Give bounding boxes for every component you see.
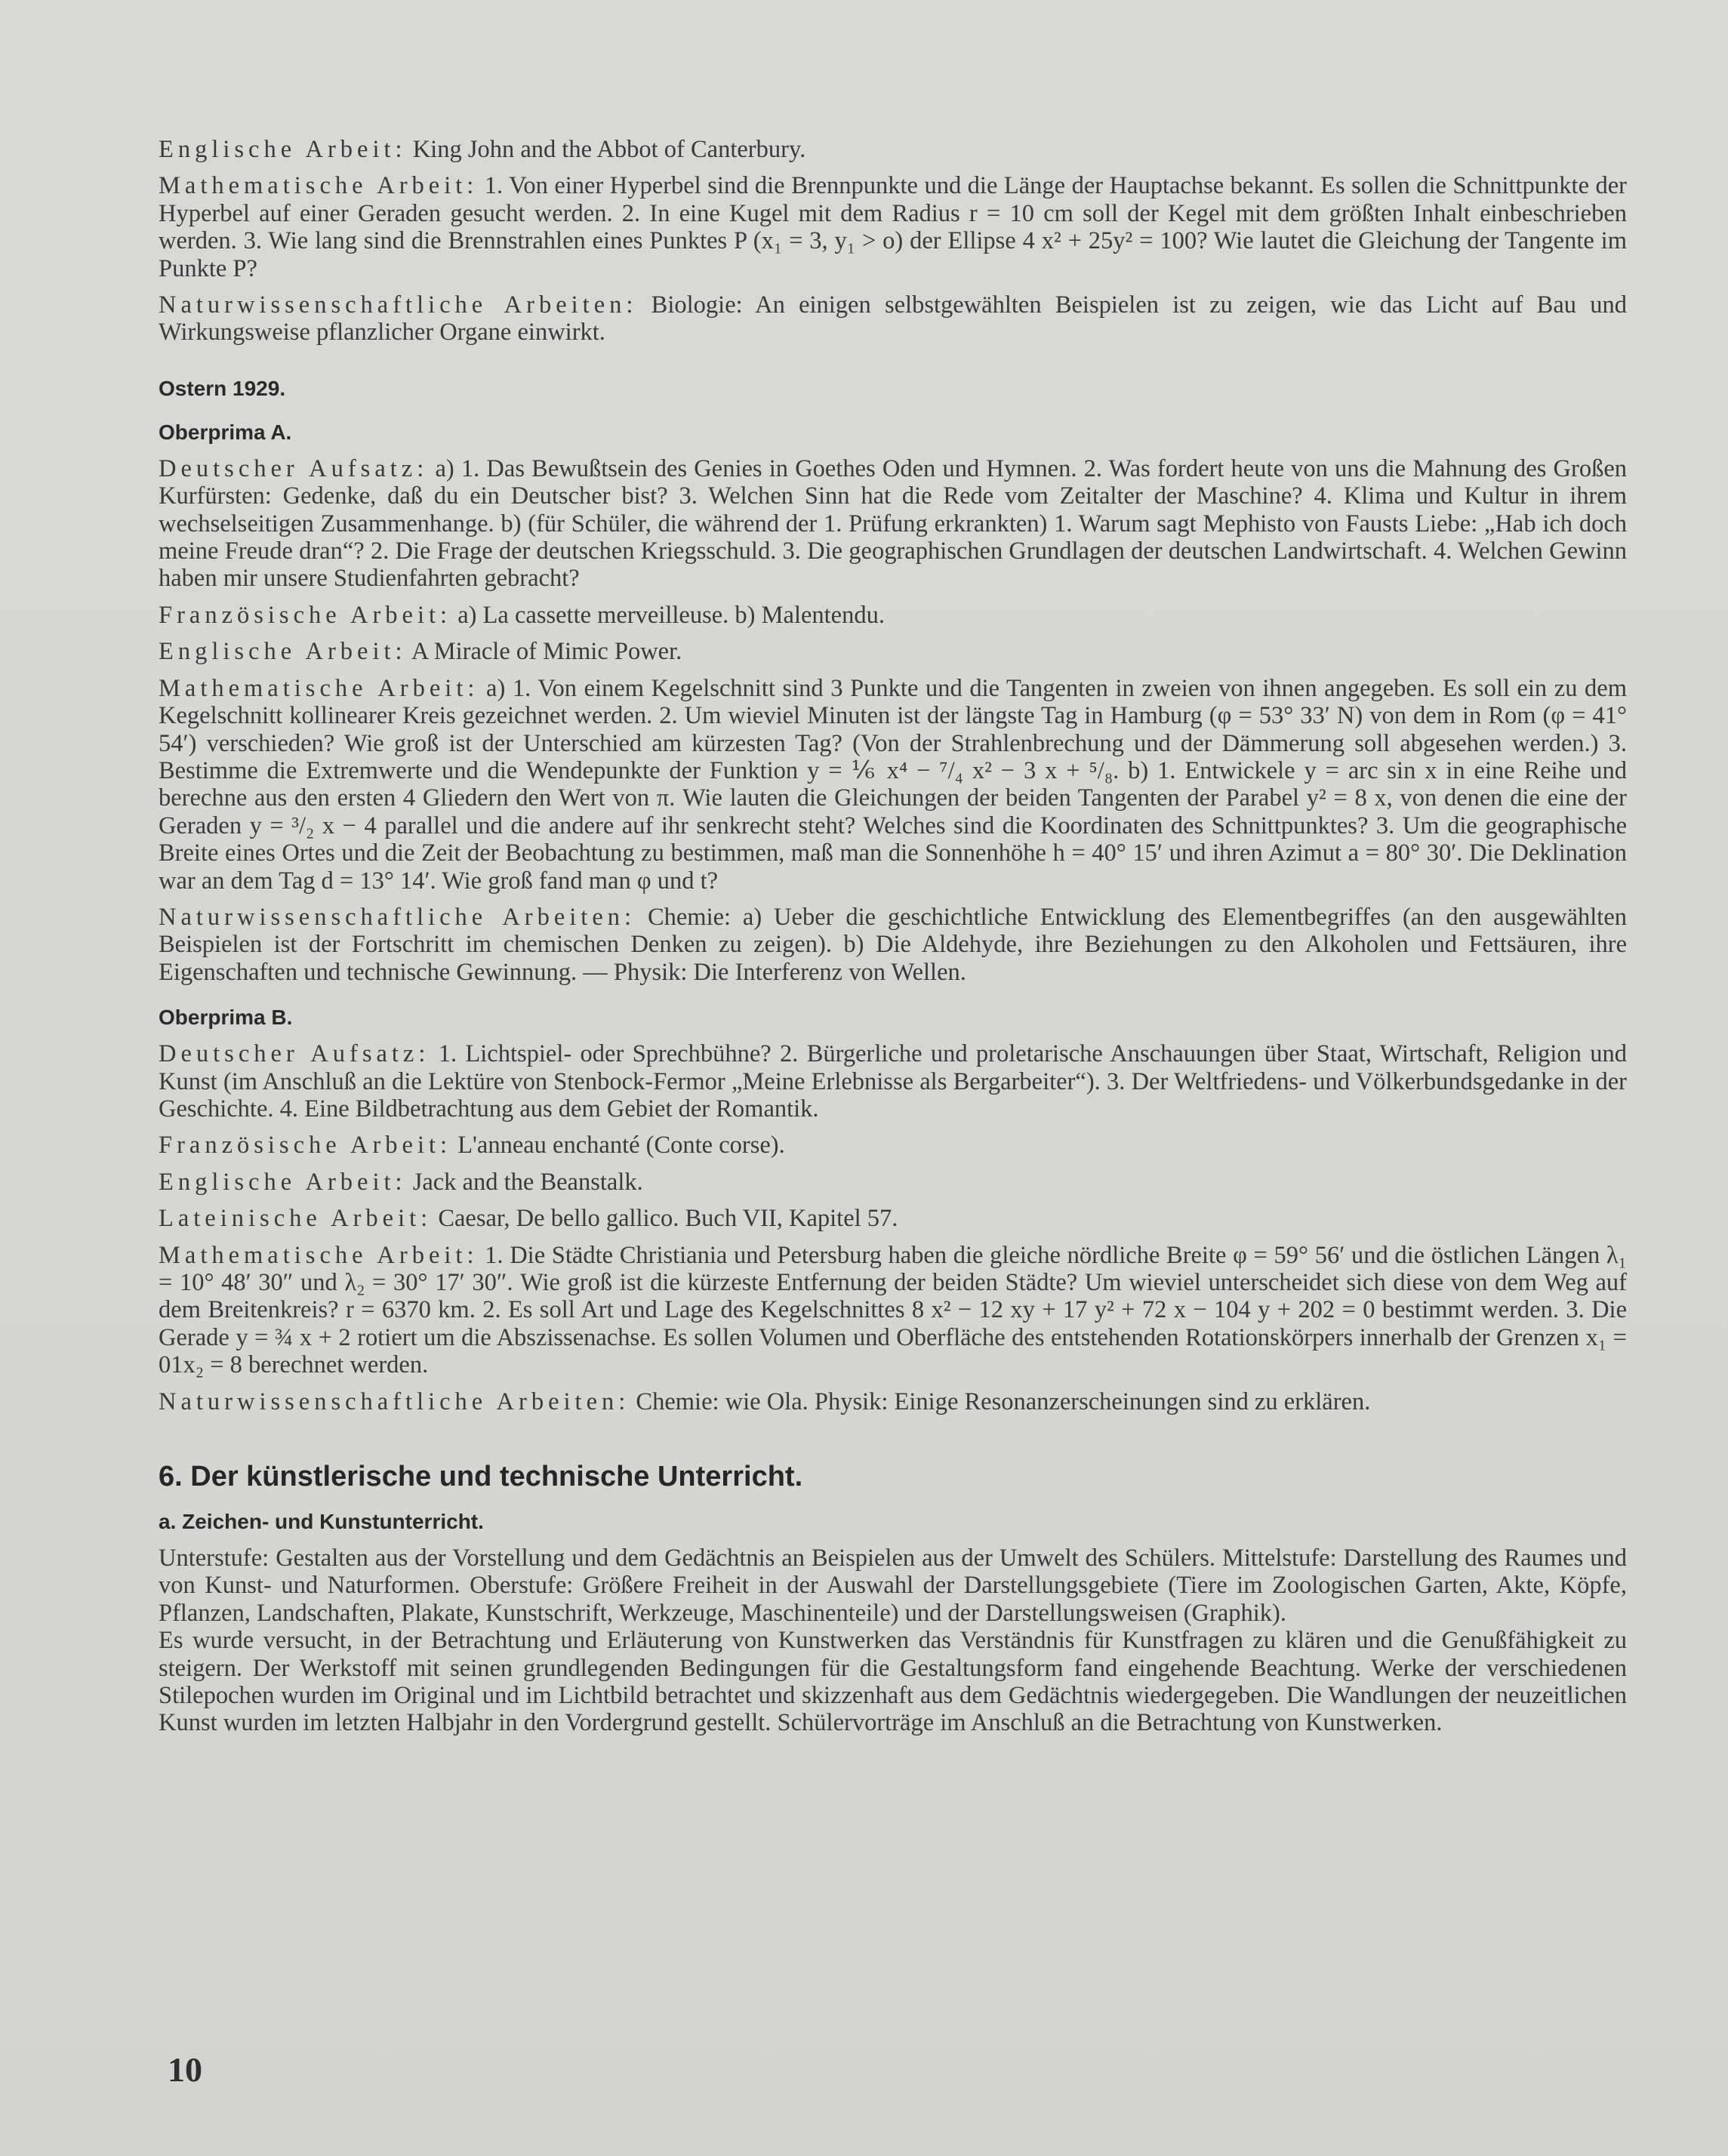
paragraph-b-mathe: [159, 1242, 1627, 1379]
paragraph-b-englisch: [159, 1169, 1627, 1196]
label-englisch: Englische Arbeit:: [159, 638, 407, 666]
text-natur: Chemie: wie Ola. Physik: Einige Resonanzerscheinungen sind zu erklären.: [636, 1388, 1371, 1415]
paragraph-kunst-2: Es wurde versucht, in der Betrachtung und Erläuterung von Kunstwerken das Verständnis für Kunstfragen zu klären und die Genußfähigkeit zu steigern. Der Werkstoff mit seinen grundlegenden Bedingungen für die Gestaltungsform fand eingehende Beachtung. Werke der verschiedenen Stilepochen wurden im Original und im Lichtbild betrachtet und skizzenhaft aus dem Gedächtnis wiedergegeben. Die Wandlungen der neuzeitlichen Kunst wurden im letzten Halbjahr in den Vordergrund gestellt. Schülervorträge im Anschluß an die Betrachtung von Kunstwerken.: [159, 1627, 1627, 1737]
page-content: [159, 136, 1627, 1746]
text-englisch: Jack and the Beanstalk.: [412, 1168, 643, 1196]
text-franz: a) La cassette merveilleuse. b) Malentendu.: [457, 601, 885, 629]
text-franz: L'anneau enchanté (Conte corse).: [457, 1132, 785, 1160]
text-deutsch: a) 1. Das Bewußtsein des Genies in Goethes Oden und Hymnen. 2. Was fordert heute von uns die Mahnung des Großen Kurfürsten: Gedenke, daß du ein Deutscher bist? 3. Welchen Sinn hat die Rede vom Zeitalter der Maschine? 4. Klima und Kultur in ihrem wechselseitigen Zusammenhange. b) (für Schüler, die während der 1. Prüfung erkrankten) 1. Warum sagt Mephisto von Fausts Liebe: „Hab ich doch meine Freude dran“? 2. Die Frage der deutschen Kriegsschuld. 3. Die geographischen Grundlagen der deutschen Landwirtschaft. 4. Welchen Gewinn haben mir unsere Studienfahrten gebracht?: [159, 454, 1627, 593]
paragraph-b-latein: [159, 1205, 1627, 1232]
paragraph-a-englisch: [159, 638, 1627, 665]
label-englisch: Englische Arbeit:: [159, 1168, 407, 1196]
text-mathe: 1. Von einer Hyperbel sind die Brennpunkte und die Länge der Hauptachse bekannt. Es sollen die Schnittpunkte der Hyperbel auf einer Geraden gesucht werden. 2. In eine Kugel mit dem Radius r = 10 cm soll der Kegel mit dem größten Inhalt einbeschrieben werden. 3. Wie lang sind die Brennstrahlen eines Punktes P (x₁ = 3, y₁ > o) der Ellipse 4 x² + 25y² = 100? Wie lautet die Gleichung der Tangente im Punkte P?: [159, 172, 1627, 282]
text-latein: Caesar, De bello gallico. Buch VII, Kapitel 57.: [438, 1205, 898, 1233]
paragraph-mathe-intro: [159, 172, 1627, 282]
label-mathe: Mathematische Arbeit:: [159, 674, 479, 702]
label-natur: Naturwissenschaftliche Arbeiten:: [159, 1388, 630, 1415]
heading-oberprima-b: Oberprima B.: [159, 1006, 293, 1030]
text-deutsch: 1. Lichtspiel- oder Sprechbühne? 2. Bürgerliche und proletarische Anschauungen über Staat, Wirtschaft, Religion und Kunst (im Anschluß an die Lektüre von Stenbock-Fermor „Meine Erlebnisse als Bergarbeiter“). 3. Der Weltfriedens- und Völkerbundsgedanke in der Geschichte. 4. Eine Bildbetrachtung aus dem Gebiet der Romantik.: [159, 1040, 1627, 1123]
label-deutsch: Deutscher Aufsatz:: [159, 454, 429, 482]
label-englisch: Englische Arbeit:: [159, 136, 407, 163]
label-deutsch: Deutscher Aufsatz:: [159, 1040, 430, 1068]
label-latein: Lateinische Arbeit:: [159, 1205, 433, 1233]
paragraph-a-mathe: [159, 675, 1627, 895]
text-mathe: a) 1. Von einem Kegelschnitt sind 3 Punkte und die Tangenten in zweien von ihnen angegeben. Es soll ein zu dem Kegelschnitt kollinearer Kreis gezeichnet werden. 2. Um wieviel Minuten ist der längste Tag in Hamburg (φ = 53° 33′ N) von dem in Rom (φ = 41° 54′) verschieden? Wie groß ist der Unterschied am kürzesten Tag? (Von der Strahlenbrechung und der Dämmerung soll abgesehen werden.) 3. Bestimme die Extremwerte und die Wendepunkte der Funktion y = ⅙ x⁴ − ⁷/₄ x² − 3 x + ⁵/₈. b) 1. Entwickele y = arc sin x in eine Reihe und berechne aus den ersten 4 Gliedern den Wert von π. Wie lauten die Gleichungen der beiden Tangenten der Parabel y² = 8 x, von denen die eine der Geraden y = ³/₂ x − 4 parallel und die andere auf ihr senkrecht steht? Welches sind die Koordinaten des Schnittpunktes? 3. Um die geographische Breite eines Ortes und die Zeit der Beobachtung zu bestimmen, maß man die Sonnenhöhe h = 40° 15′ und ihren Azimut a = 80° 30′. Die Deklination war an dem Tag d = 13° 14′. Wie groß fand man φ und t?: [159, 674, 1628, 895]
label-mathe: Mathematische Arbeit:: [159, 1241, 479, 1269]
text-englisch: King John and the Abbot of Canterbury.: [412, 136, 806, 163]
label-natur: Naturwissenschaftliche Arbeiten:: [159, 291, 638, 319]
label-natur: Naturwissenschaftliche Arbeiten:: [159, 903, 636, 931]
heading-ostern: Ostern 1929.: [159, 376, 286, 400]
heading-section-6: 6. Der künstlerische und technische Unterricht.: [159, 1461, 803, 1493]
text-natur: Biologie: An einigen selbstgewählten Beispielen ist zu zeigen, wie das Licht auf Bau und Wirkungsweise pflanzlicher Organe einwirkt.: [159, 291, 1627, 346]
heading-oberprima-a: Oberprima A.: [159, 420, 292, 444]
text-englisch: A Miracle of Mimic Power.: [411, 638, 682, 666]
paragraph-englisch-intro: [159, 136, 1627, 163]
text-mathe: 1. Die Städte Christiania und Petersburg haben die gleiche nördliche Breite φ = 59° 56′ und die östlichen Längen λ₁ = 10° 48′ 30″ und λ₂ = 30° 17′ 30″. Wie groß ist die kürzeste Entfernung der beiden Städte? Um wieviel unterscheidet sich diese von dem Weg auf dem Breitenkreis? r = 6370 km. 2. Es soll Art und Lage des Kegelschnittes 8 x² − 12 xy + 17 y² + 72 x − 104 y + 202 = 0 bestimmt werden. 3. Die Gerade y = ¾ x + 2 rotiert um die Abszissenachse. Es sollen Volumen und Oberfläche des entstehenden Rotationskörpers innerhalb der Grenzen x₁ = 01x₂ = 8 berechnet werden.: [159, 1241, 1627, 1379]
paragraph-b-natur: [159, 1388, 1627, 1415]
text-natur: Chemie: a) Ueber die geschichtliche Entwicklung des Elementbegriffes (an den ausgewählten Beispielen ist der Fortschritt im chemischen Denken zu zeigen). b) Die Aldehyde, ihre Beziehungen zu den Alkoholen und Fettsäuren, ihre Eigenschaften und technische Gewinnung. — Physik: Die Interferenz von Wellen.: [159, 903, 1628, 986]
label-franz: Französische Arbeit:: [159, 1132, 452, 1160]
page-number: 10: [168, 2050, 202, 2089]
paragraph-a-deutsch: [159, 455, 1627, 593]
heading-zeichenunterricht: a. Zeichen- und Kunstunterricht.: [159, 1510, 484, 1534]
label-mathe: Mathematische Arbeit:: [159, 172, 479, 200]
paragraph-kunst-1: Unterstufe: Gestalten aus der Vorstellung und dem Gedächtnis an Beispielen aus der Umwelt des Schülers. Mittelstufe: Darstellung des Raumes und von Kunst- und Naturformen. Oberstufe: Größere Freiheit in der Auswahl der Darstellungsgebiete (Tiere im Zoologischen Garten, Akte, Köpfe, Pflanzen, Landschaften, Plakate, Kunstschrift, Werkzeuge, Maschinenteile) und der Darstellungsweisen (Graphik).: [159, 1545, 1627, 1627]
paragraph-b-deutsch: [159, 1040, 1627, 1123]
paragraph-b-franz: [159, 1132, 1627, 1159]
paragraph-natur-intro: [159, 291, 1627, 346]
paragraph-a-natur: [159, 904, 1627, 986]
paragraph-a-franz: [159, 602, 1627, 629]
label-franz: Französische Arbeit:: [159, 601, 452, 629]
